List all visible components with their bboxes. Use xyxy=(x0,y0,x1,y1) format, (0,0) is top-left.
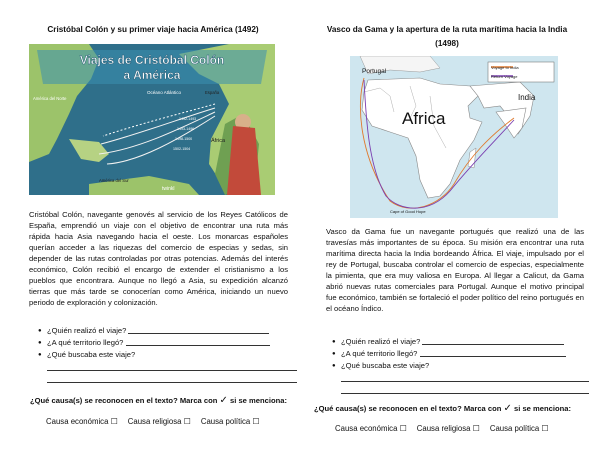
right-column xyxy=(302,0,592,463)
columbus-cause-question: ¿Qué causa(s) se reconocen en el texto? Marca con ✓ si se menciona: xyxy=(30,395,287,406)
gama-question-2: ● ¿A qué territorio llegó? xyxy=(332,348,566,360)
map-label-spain: España xyxy=(205,90,220,95)
legend-return-voyage: Return Voyage xyxy=(491,74,518,79)
map-label-voyage2: 1493-1496 xyxy=(177,127,195,131)
gama-title-line2: (1498) xyxy=(435,39,459,48)
bullet-icon: ● xyxy=(332,351,336,357)
map-label-africa: Africa xyxy=(402,109,446,128)
left-column xyxy=(8,0,298,463)
columbus-question-2: ● ¿A qué territorio llegó? xyxy=(38,337,270,349)
map-label-india: India xyxy=(518,93,536,102)
gama-options xyxy=(335,424,556,433)
checkmark-icon: ✓ xyxy=(219,395,228,406)
map-banner-line2: a América xyxy=(123,68,181,82)
option-religious[interactable]: Causa religiosa ☐ xyxy=(416,424,480,433)
answer-line[interactable] xyxy=(126,337,270,346)
option-political[interactable]: Causa política ☐ xyxy=(200,417,260,426)
option-economic[interactable]: Causa económica ☐ xyxy=(46,417,118,426)
answer-line[interactable] xyxy=(128,325,269,334)
map-label-ocean: Océano Atlántico xyxy=(147,90,182,95)
map-label-portugal: Portugal xyxy=(362,68,387,75)
bullet-icon: ● xyxy=(38,340,42,346)
gama-paragraph: Vasco da Gama fue un navegante portugués que realizó una de las travesías más importantes de su época. Su misión era encontrar una ruta marítima directa hacia la India bordeando África. El viaje, impulsado por el rey de Portugal, buscaba controlar el comercio de especias, especialmente la pimienta, que era muy valiosa en Europa. Al llegar a Calicut, da Gama abrió nuevas rutas comerciales para Portugal. Aunque el motivo principal fue económico, también se fortaleció el poder político del reino portugués en el océano Índico. xyxy=(326,227,584,313)
bullet-icon: ● xyxy=(38,352,42,358)
answer-line-full[interactable] xyxy=(47,370,297,371)
map-watermark: twinkl xyxy=(162,186,175,192)
option-religious[interactable]: Causa religiosa ☐ xyxy=(127,417,191,426)
bullet-icon: ● xyxy=(332,363,336,369)
map-banner-line1: Viajes de Cristóbal Colón xyxy=(79,53,225,67)
map-label-cape: Cape of Good Hope xyxy=(390,209,426,214)
answer-line-full[interactable] xyxy=(47,382,297,383)
legend-voyage-to-india: Voyage to India xyxy=(491,65,519,70)
answer-line[interactable] xyxy=(420,348,566,357)
answer-line-full[interactable] xyxy=(341,381,589,382)
map-label-voyage1: 1492-1493 xyxy=(179,117,197,121)
map-label-voyage3: 1498-1500 xyxy=(175,137,193,141)
gama-question-1: ● ¿Quién realizó el viaje? xyxy=(332,336,564,348)
map-label-africa: África xyxy=(211,138,226,144)
bullet-icon: ● xyxy=(332,339,336,345)
checkmark-icon: ✓ xyxy=(503,403,512,414)
gama-question-3: ● ¿Qué buscaba este viaje? xyxy=(332,361,430,370)
columbus-paragraph: Cristóbal Colón, navegante genovés al servicio de los Reyes Católicos de España, emprendió un viaje con el objetivo de encontrar una ruta más rápida hacia Asia navegando hacia el oeste. Los monarcas españoles querían acceder a las riquezas del comercio de especias y sedas, sin depender de las rutas controladas por otras potencias. Además del interés económico, Colón recibió el encargo de extender el cristianismo a los pueblos que encontrara. Aunque no llegó a Asia, su expedición alcanzó tierras que más tarde se conocerían como América, iniciando un nuevo periodo de exploración y colonización. xyxy=(29,210,288,307)
map-label-north-america: América del Norte xyxy=(33,96,67,101)
gama-map xyxy=(350,56,558,218)
answer-line-full[interactable] xyxy=(341,393,589,394)
columbus-title: Cristóbal Colón y su primer viaje hacia América (1492) xyxy=(47,25,259,34)
option-economic[interactable]: Causa económica ☐ xyxy=(335,424,407,433)
map-label-south-america: América del Sur xyxy=(99,178,129,183)
gama-cause-question: ¿Qué causa(s) se reconocen en el texto? Marca con ✓ si se menciona: xyxy=(314,403,571,414)
gama-title-line1: Vasco da Gama y la apertura de la ruta marítima hacia la India xyxy=(326,25,568,34)
columbus-map xyxy=(29,44,275,195)
columbus-question-3: ● ¿Qué buscaba este viaje? xyxy=(38,350,136,359)
map-label-voyage4: 1502-1504 xyxy=(173,147,191,151)
columbus-options xyxy=(46,417,267,426)
option-political[interactable]: Causa política ☐ xyxy=(489,424,549,433)
columbus-question-1: ● ¿Quién realizó el viaje? xyxy=(38,325,269,337)
answer-line[interactable] xyxy=(422,336,564,345)
bullet-icon: ● xyxy=(38,328,42,334)
